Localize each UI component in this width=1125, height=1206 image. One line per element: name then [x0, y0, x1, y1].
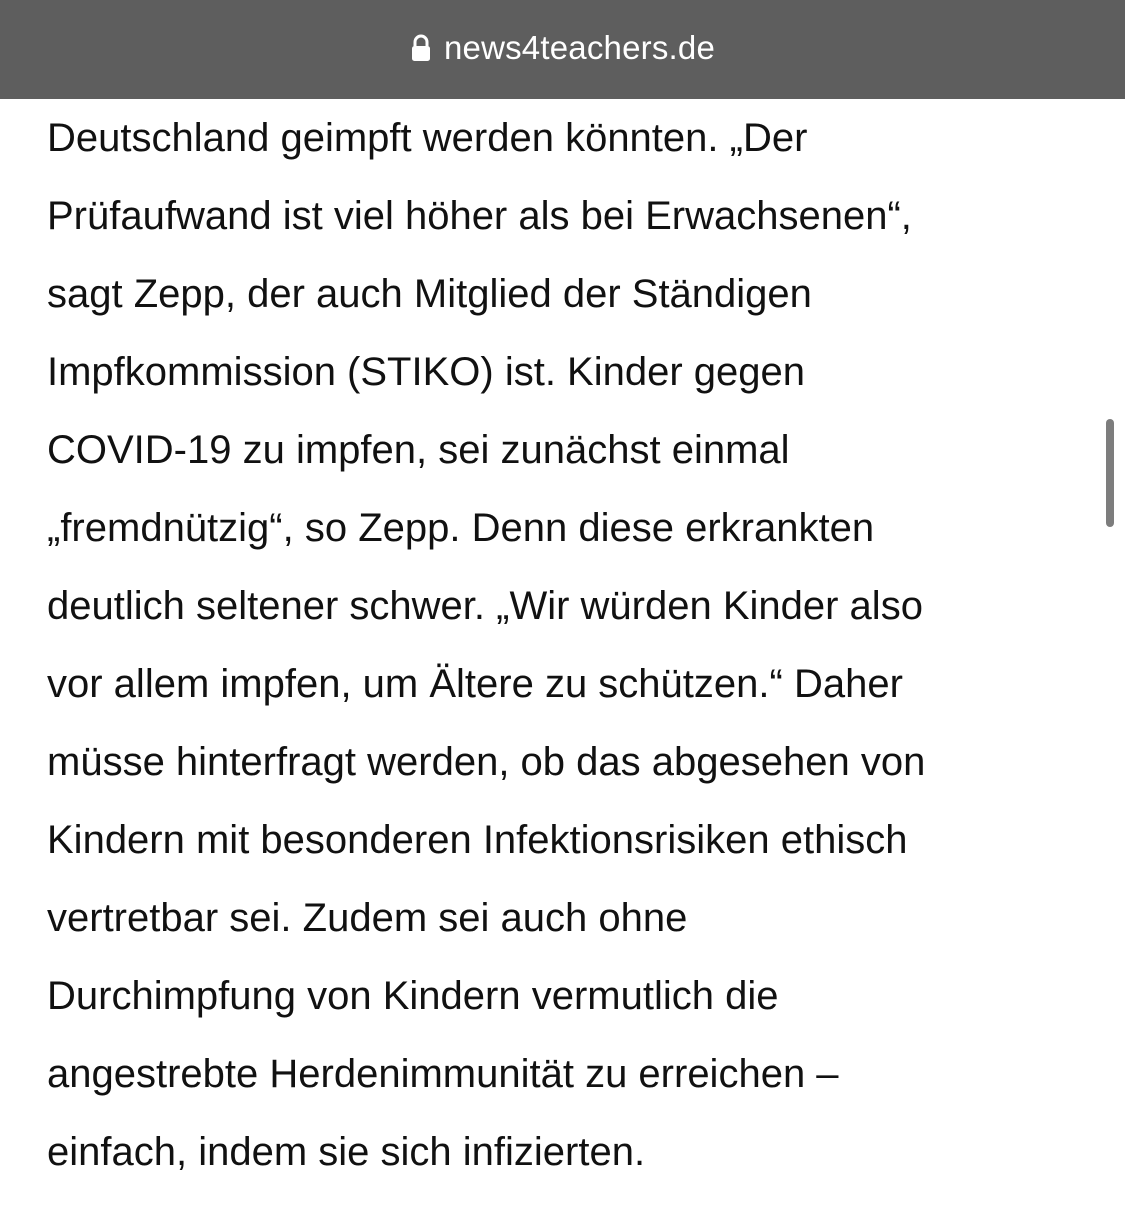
article-line: vor allem impfen, um Ältere zu schützen.“ Daher [47, 662, 903, 706]
url-text: news4teachers.de [443, 28, 716, 66]
article-line: deutlich seltener schwer. „Wir würden Kinder also [47, 584, 923, 628]
article-line: sagt Zepp, der auch Mitglied der Ständigen [47, 272, 812, 316]
article-line: Impfkommission (STIKO) ist. Kinder gegen [47, 350, 806, 394]
article-line: einfach, indem sie sich infizierten. [47, 1130, 646, 1174]
article-body [47, 99, 1077, 1206]
article-line: Deutschland geimpft werden könnten. „Der [47, 116, 808, 160]
article-line: vertretbar sei. Zudem sei auch ohne [47, 896, 688, 940]
lock-icon [410, 33, 432, 63]
browser-url-bar[interactable] [0, 0, 1125, 99]
article-line: Durchimpfung von Kindern vermutlich die [47, 974, 779, 1018]
article-line: Kindern mit besonderen Infektionsrisiken ethisch [47, 818, 908, 862]
vertical-scrollbar[interactable] [1106, 419, 1114, 527]
article-line: COVID-19 zu impfen, sei zunächst einmal [47, 428, 790, 472]
article-line: angestrebte Herdenimmunität zu erreichen – [47, 1052, 839, 1096]
article-line: Prüfaufwand ist viel höher als bei Erwachsenen“, [47, 194, 912, 238]
article-line: „fremdnützig“, so Zepp. Denn diese erkrankten [47, 506, 875, 550]
article-line: müsse hinterfragt werden, ob das abgesehen von [47, 740, 926, 784]
url-display[interactable] [410, 29, 715, 67]
